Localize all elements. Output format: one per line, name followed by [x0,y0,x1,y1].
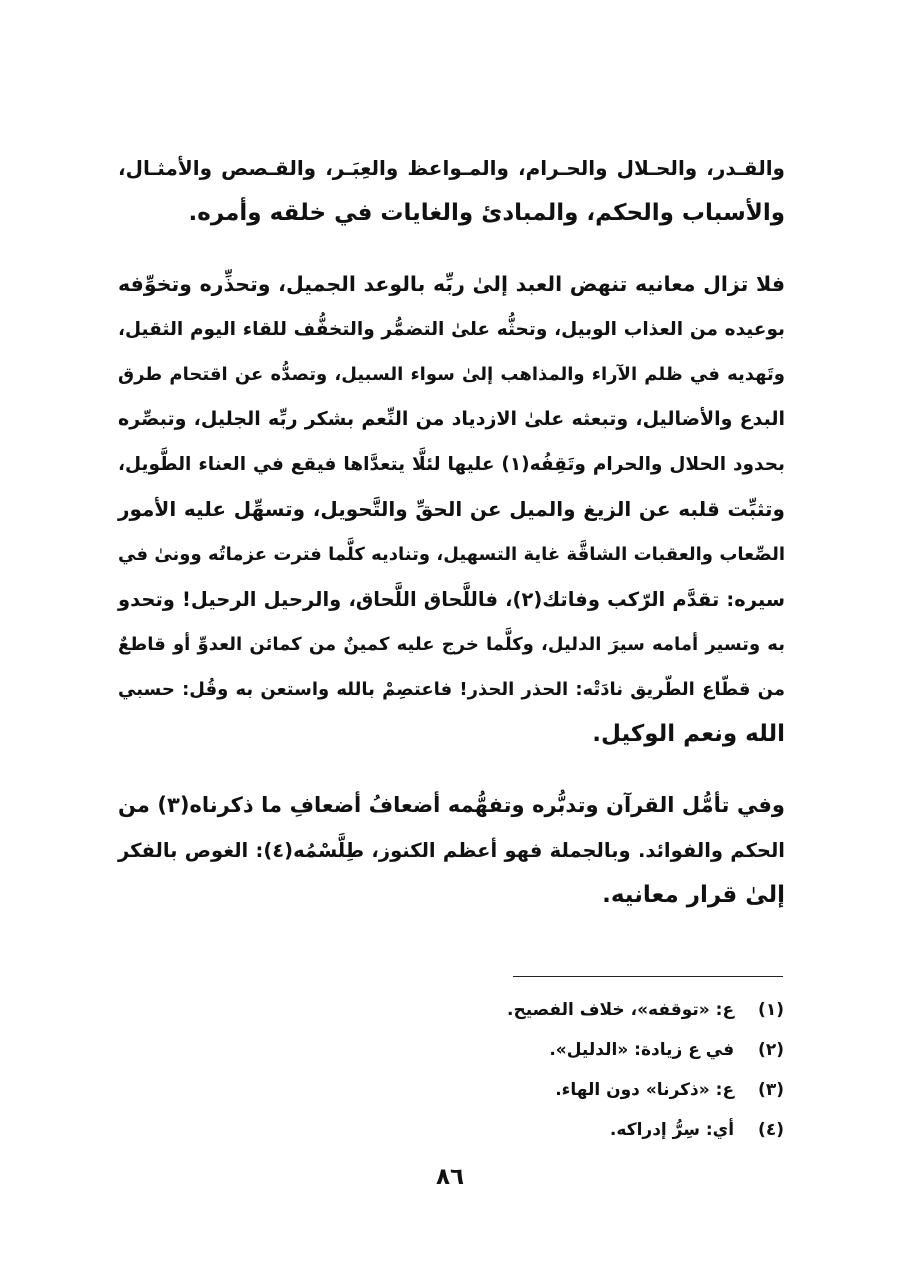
footnote-text: ع: «ذكرنا» دون الهاء. [555,1080,735,1100]
text-line: سيره: تقدَّم الرّكب وفاتك(٢)، فاللَّحاق اللَّحاق، والرحيل الرحيل! وتحدو [118,588,785,611]
text-line: من قطّاع الطّريق نادَتْه: الحذر الحذر! فاعتصِمْ بالله واستعن به وقُل: حسبي [118,679,785,700]
text-line: الحكم والفوائد. وبالجملة فهو أعظم الكنوز، طِلَّسْمُه(٤): الغوص بالفكر [118,839,785,862]
text-line: الله ونعم الوكيل. [592,721,785,747]
text-line: بوعيده من العذاب الوبيل، وتحثُّه علىٰ التضمُّر والتخفُّف للقاء اليوم الثقيل، [118,319,785,340]
paragraph-2 [118,262,785,757]
footnote-2 [300,1030,784,1070]
footnote-number: (١) [758,1000,784,1020]
text-line: فلا تزال معانيه تنهض العبد إلىٰ ربِّه بالوعد الجميل، وتحذِّره وتخوِّفه [118,272,785,296]
footnote-text: ع: «توقفه»، خلاف الفصيح. [507,1000,735,1020]
footnote-number: (٢) [758,1040,784,1060]
text-line: وتثبِّت قلبه عن الزيغ والميل عن الحقِّ والتَّحويل، وتسهِّل عليه الأمور [118,497,785,521]
text-line: وفي تأمُّل القرآن وتدبُّره وتفهُّمه أضعافُ أضعافِ ما ذكرناه(٣) من [118,793,785,817]
footnote-number: (٤) [758,1120,784,1140]
footnote-divider [513,976,783,977]
footnote-3 [300,1070,784,1110]
text-line: وتَهديه في ظلم الآراء والمذاهب إلىٰ سواء السبيل، وتصدُّه عن اقتحام طرق [118,364,785,385]
text-line: الصِّعاب والعقبات الشاقَّة غاية التسهيل، وتناديه كلَّما فترت عزماتُه وونىٰ في [118,544,785,565]
footnote-text: في ع زيادة: «الدليل». [549,1040,735,1060]
footnote-1 [300,990,784,1030]
text-line: بحدود الحلال والحرام وتَقِفُه(١) عليها لئلَّا يتعدَّاها فيقع في العناء الطَّويل، [118,454,785,475]
footnotes [300,990,784,1150]
paragraph-1 [118,146,785,236]
footnote-4 [300,1110,784,1150]
text-line: به وتسير أمامه سيرَ الدليل، وكلَّما خرج عليه كمينٌ من كمائن العدوِّ أو قاطعٌ [118,634,785,655]
text-line: والأسباب والحكم، والمبادئ والغايات في خلقه وأمره. [188,200,785,226]
page-number: ٨٦ [435,1164,465,1190]
paragraph-3 [118,783,785,918]
text-line: البدع والأضاليل، وتبعثه علىٰ الازدياد من النِّعم بشكر ربِّه الجليل، وتبصِّره [118,408,785,430]
footnote-number: (٣) [758,1080,784,1100]
text-line: والقـدر، والحـلال والحـرام، والمـواعظ والعِبَـر، والقـصص والأمثـال، [118,156,785,180]
footnote-text: أي: سِرُّ إدراكه. [609,1120,735,1140]
text-line: إلىٰ قرار معانيه. [602,882,785,908]
